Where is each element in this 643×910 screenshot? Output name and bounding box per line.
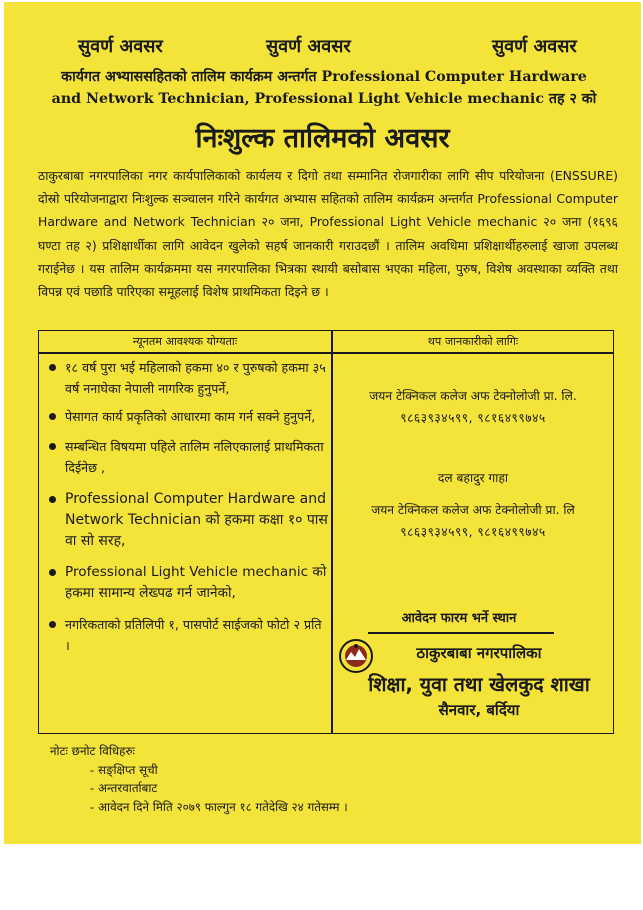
contact-org-2: जयन टेक्निकल कलेज अफ टेक्नोलोजी प्रा. लि — [371, 503, 575, 517]
municipality-name: ठाकुरबाबा नगरपालिका — [416, 644, 542, 662]
header-right: सुवर्ण अवसर — [492, 36, 577, 57]
list-item: Professional Light Vehicle mechanic को हकमा सामान्य लेख्पढ गर्न जानेको, — [47, 562, 329, 604]
subtitle — [24, 66, 624, 110]
list-item: नगरिकताको प्रतिलिपी १, पासपोर्ट साईजको फोटो २ प्रति । — [47, 614, 329, 656]
list-item: Professional Computer Hardware and Network Technician को हकमा कक्षा १० पास वा सो सरह, — [47, 489, 329, 552]
contact-header: थप जानकारीको लागिः — [427, 335, 519, 348]
form-place-label: आवेदन फारम भर्ने स्थान — [401, 611, 517, 626]
contact-phone-2: ९८६३९३४५९९, ९८१६४९९७४५ — [400, 525, 546, 539]
intro-paragraph: ठाकुरबाबा नगरपालिका नगर कार्यपालिकाको कार्यलय र दिगो तथा सम्मानित रोजगारीका लागि सीप परियोजना (ENSSURE) दोस्रो परियोजनाद्वारा निःशुल्क सञ्चालन गरिने कार्यगत अभ्यास सहितको तालिम कार्यक्रम अन्तर्गत Professional Computer Hardware and Network Technician २० जना, Professional Light Vehicle mechanic २० जना (१६९६ घण्टा तह २) प्रशिक्षार्थीका लागि आवेदन खुलेको सहर्ष जानकारी गराउदछौं । तालिम अवधिमा प्रशिक्षार्थीहरुलाई खाजा उपलब्ध गराईनेछ । यस तालिम कार्यक्रममा यस नगरपालिका भित्रका स्थायी बसोबास भएका महिला, पुरुष, विशेष अवस्थाका व्यक्ति तथा विपन्न एवं पछाडि पारिएका समूहलाई विशेष प्राथमिकता दिइने छ । — [38, 168, 618, 300]
list-item: १८ वर्ष पुरा भई महिलाको हकमा ४० र पुरुषको हकमा ३५ वर्ष ननाघेका नेपाली नागरिक हुनुपर्ने, — [47, 357, 329, 399]
bullet-icon — [49, 364, 56, 371]
contact-org-1: जयन टेक्निकल कलेज अफ टेक्नोलोजी प्रा. लि. — [369, 389, 577, 403]
header-left: सुवर्ण अवसर — [78, 36, 163, 57]
bullet-icon — [49, 621, 56, 628]
subtitle-line-2: and Network Technician, Professional Light Vehicle mechanic तह २ को — [51, 91, 597, 107]
contact-person: दल बहादुर गाहा — [437, 471, 509, 485]
header-divider — [39, 352, 613, 354]
page-title: निःशुल्क तालिमको अवसर — [195, 123, 450, 154]
office-location: सैनवार, बर्दिया — [438, 701, 520, 719]
header-center: सुवर्ण अवसर — [266, 36, 351, 57]
note-section — [50, 742, 348, 816]
subtitle-line-1: कार्यगत अभ्याससहितको तालिम कार्यक्रम अन्तर्गत Professional Computer Hardware — [61, 69, 587, 85]
bullet-icon — [49, 496, 56, 503]
list-item: सम्बन्धित विषयमा पहिले तालिम नलिएकालाई प्राथमिकता दिईनेछ , — [47, 436, 329, 478]
list-item: - सङ्क्षिप्त सूची — [90, 762, 158, 777]
note-title: नोटः छनोट विधिहरुः — [50, 744, 135, 758]
list-item: पेसागत कार्य प्रकृतिको आधारमा काम गर्न सक्ने हुनुपर्ने, — [47, 406, 329, 427]
form-place-underline — [368, 632, 554, 634]
header-row — [4, 34, 641, 58]
requirements-header: न्यूनतम आवश्यक योग्यताः — [132, 335, 238, 348]
bullet-icon — [49, 413, 56, 420]
flyer-paper — [4, 2, 641, 844]
contact-phone-1: ९८६३९३४५९९, ९८१६४९९७४५ — [400, 411, 546, 425]
bullet-icon — [49, 569, 56, 576]
list-item: - आवेदन दिने मिति २०७९ फाल्गुन १८ गतेदेखि २४ गतेसम्म । — [90, 799, 348, 814]
branch-name: शिक्षा, युवा तथा खेलकुद शाखा — [368, 673, 590, 696]
requirements-list — [47, 357, 329, 656]
bullet-icon — [49, 443, 56, 450]
list-item: - अन्तरवार्ताबाट — [90, 781, 158, 795]
